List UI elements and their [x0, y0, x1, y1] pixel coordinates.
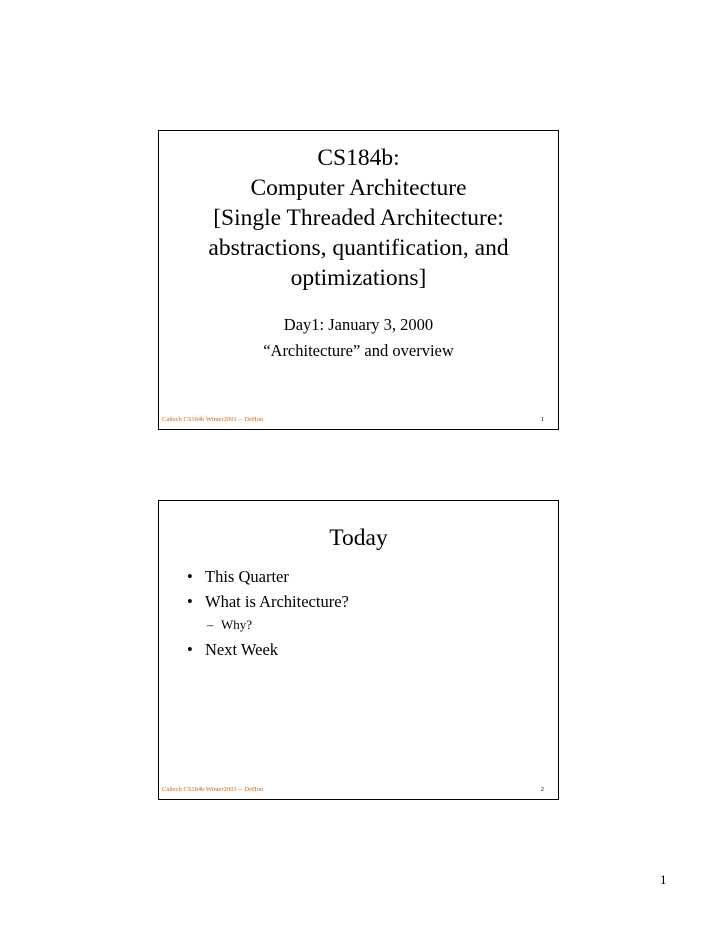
slide-2 [158, 500, 559, 800]
slide-2-footer: Caltech CS184b Winter2001 -- DeHon [162, 786, 264, 793]
slide-1-number: 1 [540, 416, 544, 423]
title-line: CS184b: [317, 145, 400, 171]
slide-2-bullet-list [187, 565, 349, 663]
slide-2-title: Today [329, 525, 388, 551]
subtitle-line: “Architecture” and overview [263, 341, 454, 360]
title-line: abstractions, quantification, and [208, 235, 509, 261]
bullet-item: • What is Architecture? [187, 590, 349, 614]
bullet-item: • This Quarter [187, 565, 349, 589]
sub-bullet-item: – Why? [187, 614, 349, 636]
slide-1-subtitle [159, 312, 558, 364]
slide-2-number: 2 [540, 786, 544, 793]
title-line: optimizations] [290, 265, 427, 291]
page-number: 1 [660, 872, 667, 887]
slide-1-footer: Caltech CS184b Winter2001 -- DeHon [162, 416, 264, 423]
title-line: [Single Threaded Architecture: [213, 205, 504, 231]
slide-1-title [159, 143, 558, 293]
subtitle-line: Day1: January 3, 2000 [283, 315, 434, 334]
bullet-item: • Next Week [187, 638, 349, 662]
slide-1 [158, 130, 559, 430]
title-line: Computer Architecture [250, 175, 467, 201]
